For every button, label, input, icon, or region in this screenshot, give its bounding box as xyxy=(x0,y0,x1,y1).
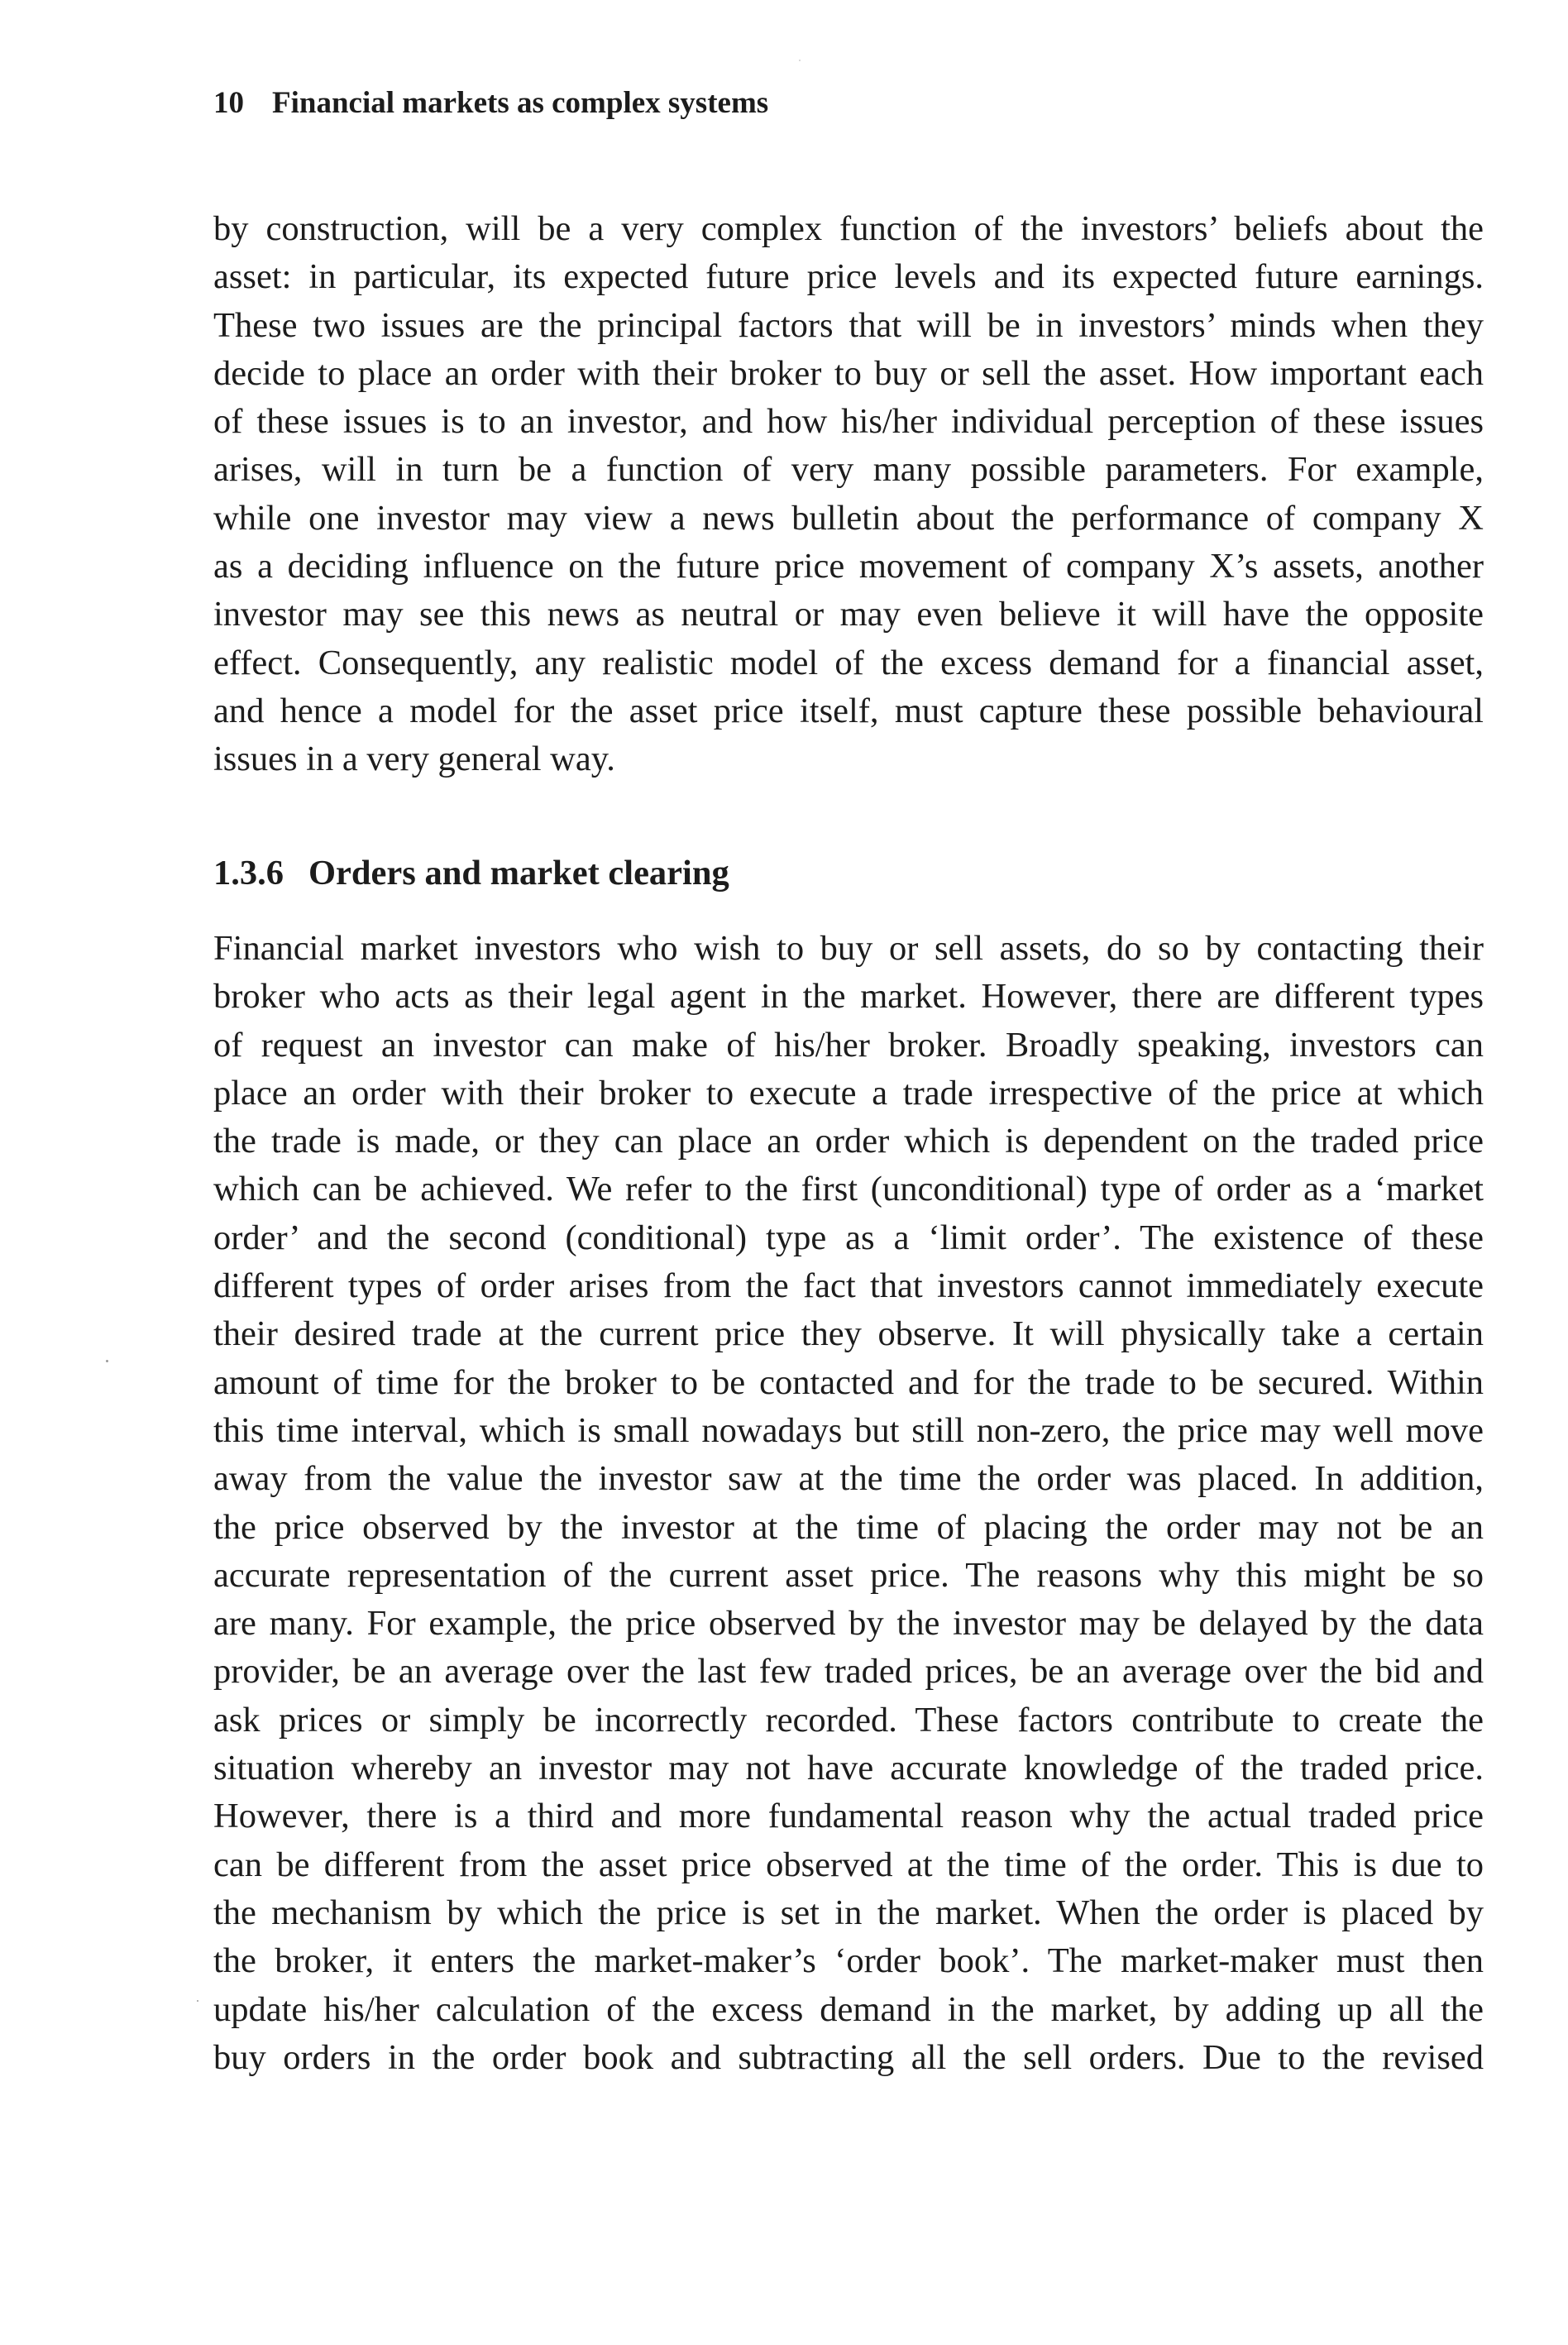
section-number: 1.3.6 xyxy=(213,854,284,893)
text-line: are many. For example, the price observed by the investor may be delayed by the data xyxy=(213,1604,1484,1644)
page-number: 10 xyxy=(213,86,244,120)
text-line: by construction, will be a very complex function of the investors’ beliefs about the xyxy=(213,209,1484,248)
scan-speck xyxy=(799,60,801,61)
text-line: away from the value the investor saw at the time the order was placed. In addition, xyxy=(213,1459,1484,1499)
running-title: Financial markets as complex systems xyxy=(272,86,769,120)
text-line: the mechanism by which the price is set in the market. When the order is placed by xyxy=(213,1893,1484,1932)
text-line: this time interval, which is small nowadays but still non-zero, the price may well move xyxy=(213,1410,1484,1450)
scan-speck xyxy=(106,1360,108,1362)
running-head xyxy=(213,85,768,122)
text-line: Financial market investors who wish to buy or sell assets, do so by contacting their xyxy=(213,929,1484,968)
text-line: ask prices or simply be incorrectly recorded. These factors contribute to create the xyxy=(213,1700,1484,1740)
text-line: the broker, it enters the market-maker’s ‘order book’. The market-maker must then xyxy=(213,1941,1484,1981)
text-line: the trade is made, or they can place an order which is dependent on the traded price xyxy=(213,1122,1484,1161)
paragraph xyxy=(213,925,1484,2082)
text-line: of request an investor can make of his/her broker. Broadly speaking, investors can xyxy=(213,1025,1484,1065)
text-line: of these issues is to an investor, and how his/her individual perception of these issues xyxy=(213,402,1484,442)
text-line: and hence a model for the asset price itself, must capture these possible behavioural xyxy=(213,691,1484,730)
text-line: accurate representation of the current asset price. The reasons why this might be so xyxy=(213,1555,1484,1595)
text-line: provider, be an average over the last few traded prices, be an average over the bid and xyxy=(213,1652,1484,1692)
text-line: different types of order arises from the fact that investors cannot immediately execute xyxy=(213,1266,1484,1306)
section-title: Orders and market clearing xyxy=(308,854,729,893)
paragraph xyxy=(213,205,1484,784)
text-line: while one investor may view a news bulletin about the performance of company X xyxy=(213,498,1484,538)
text-line: their desired trade at the current price they observe. It will physically take a certain xyxy=(213,1314,1484,1354)
section-heading xyxy=(213,849,729,897)
text-line: investor may see this news as neutral or may even believe it will have the opposite xyxy=(213,595,1484,634)
text-line: arises, will in turn be a function of very many possible parameters. For example, xyxy=(213,450,1484,490)
text-line: the price observed by the investor at the time of placing the order may not be an xyxy=(213,1507,1484,1547)
text-line: order’ and the second (conditional) type as a ‘limit order’. The existence of these xyxy=(213,1218,1484,1257)
text-line: which can be achieved. We refer to the first (unconditional) type of order as a ‘market xyxy=(213,1170,1484,1209)
text-line: These two issues are the principal factors that will be in investors’ minds when they xyxy=(213,305,1484,345)
text-line: However, there is a third and more fundamental reason why the actual traded price xyxy=(213,1797,1484,1836)
text-line: amount of time for the broker to be contacted and for the trade to be secured. Within xyxy=(213,1362,1484,1402)
scan-speck xyxy=(197,2000,198,2002)
text-line: broker who acts as their legal agent in the market. However, there are different types xyxy=(213,977,1484,1017)
text-line: as a deciding influence on the future price movement of company X’s assets, another xyxy=(213,547,1484,586)
text-line: can be different from the asset price observed at the time of the order. This is due to xyxy=(213,1845,1484,1884)
text-line: update his/her calculation of the excess demand in the market, by adding up all the xyxy=(213,1989,1484,2029)
text-line: effect. Consequently, any realistic model of the excess demand for a financial asset, xyxy=(213,643,1484,682)
text-line: place an order with their broker to execute a trade irrespective of the price at which xyxy=(213,1073,1484,1113)
text-line: buy orders in the order book and subtracting all the sell orders. Due to the revised xyxy=(213,2037,1484,2077)
text-line: situation whereby an investor may not have accurate knowledge of the traded price. xyxy=(213,1749,1484,1788)
text-line: asset: in particular, its expected future price levels and its expected future earnings. xyxy=(213,257,1484,297)
text-line: decide to place an order with their broker to buy or sell the asset. How important each xyxy=(213,353,1484,393)
text-line: issues in a very general way. xyxy=(213,739,615,779)
